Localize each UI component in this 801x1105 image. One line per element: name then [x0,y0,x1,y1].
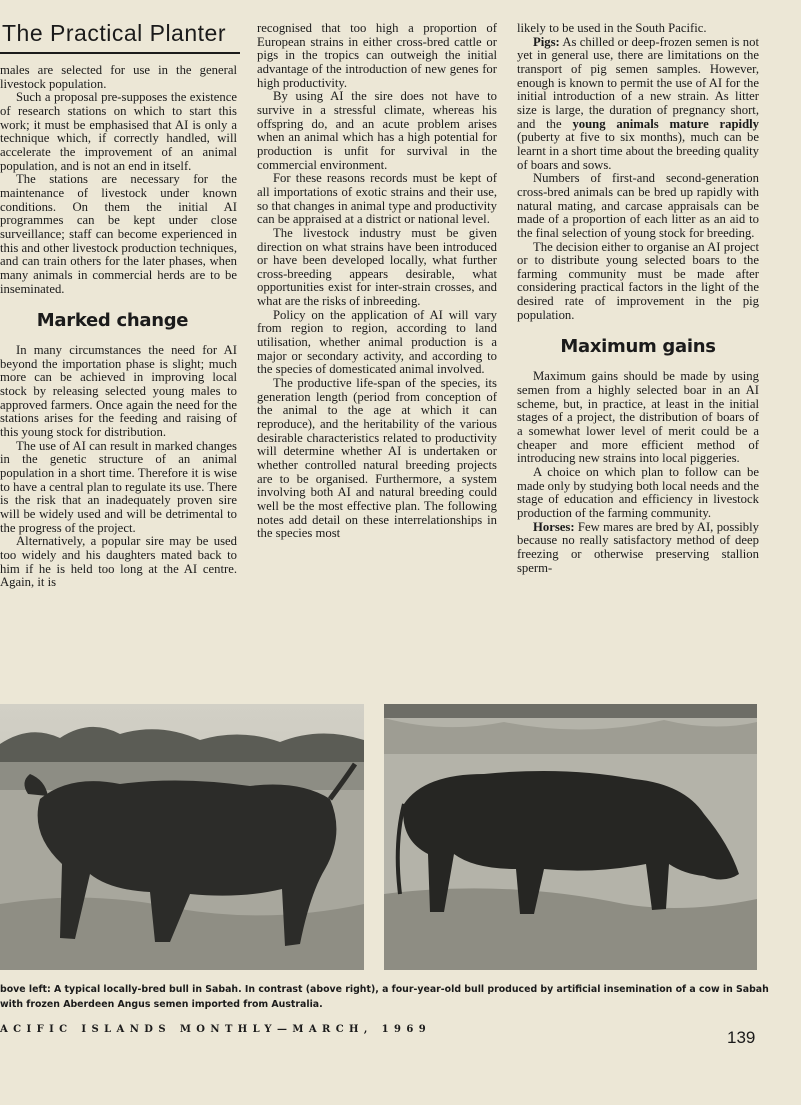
paragraph-text: (puberty at five to six months), much can be learnt in a short time about the breeding quality of boars and sows. [517,130,759,172]
section-title: The Practical Planter [2,20,226,46]
bull-photo-illustration [384,704,757,970]
paragraph: Policy on the application of AI will vary from region to region, according to land utilisation, whether animal production is a major or secondary activity, and according to the species of domesticated animal involved. [257,307,497,377]
paragraph: The productive life-span of the species, its generation length (period from conception of the animal to the age at which it can reproduce), and the heritability of the various desirable characteristics related to productivity will determine whether AI is undertaken or whether controlled natural breeding projects are to be organised. Furthermore, a system involving both AI and natural breeding could well be the most effective plan. The following notes add detail on these interrelationships in the species most [257,376,497,541]
paragraph: The use of AI can result in marked changes in the genetic structure of an animal population in a short time. Therefore it is wise to have a central plan to regulate its use. There is the risk that an inadequately proven sire will be widely used and will be detrimental to the progress of the project. [0,438,237,535]
paragraph: Alternatively, a popular sire may be used too widely and his daughters mated back to him if he is held too long at the AI centre. Again, it is [0,534,237,590]
text-column-2 [257,22,497,682]
paragraph-text: Few mares are bred by AI, possibly because no really satisfactory method of deep freezing or otherwise preserving stallion sperm- [517,519,759,575]
emphasis-text: young animals mature rapidly [572,116,759,131]
subheading-marked-change: Marked change [36,310,189,332]
text-column-1 [0,64,237,696]
bull-photo-illustration [0,704,364,970]
paragraph: Such a proposal pre-supposes the existence of research stations on which to start this work; it must be emphasised that AI is only a technique which, if correctly handled, will accelerate the improvement of an animal population, and is not an end in itself. [0,90,237,173]
subheading-maximum-gains: Maximum gains [560,336,716,358]
paragraph: Maximum gains should be made by using semen from a highly selected boar in an AI scheme, but, in practice, at least in the initial stages of a project, the distribution of boars of a somewhat lower level of merit could be a cheaper and more efficient method of introducing new strains into local piggeries. [517,369,759,466]
paragraph-text: As chilled or deep-frozen semen is not yet in general use, there are limitations on the transport of pig semen samples. However, enough is known to permit the use of AI for the initial introduction of a new strain. As litter size is large, the duration of pregnancy short, and the [517,34,759,131]
photo-caption: bove left: A typical locally-bred bull in Sabah. In contrast (above right), a four-year-old bull produced by artificial insemination of a cow in Sabah with frozen Aberdeen Angus semen imported from Australia. [0,984,769,1010]
page-number: 139 [727,1028,756,1047]
paragraph: The stations are necessary for the maintenance of livestock under known conditions. On them the initial AI programmes can be kept under close surveillance; staff can become experienced in this and other livestock production techniques, and can train others for the later phases, when many animals in commercial herds are to be inseminated. [0,172,237,296]
section-title-rule [0,52,240,54]
paragraph-horses [517,521,759,576]
photo-ai-bred-bull [384,704,757,970]
paragraph: For these reasons records must be kept of all importations of exotic strains and their use, so that changes in animal type and productivity can be appraised at a district or national level. [257,171,497,227]
paragraph: By using AI the sire does not have to survive in a stressful climate, whereas his offspring do, and an acute problem arises when an animal which has a high potential for production is unfit for survival in the commercial environment. [257,89,497,172]
run-in-heading-horses: Horses: [533,519,575,534]
running-footer: ACIFIC ISLANDS MONTHLY—MARCH, 1969 [0,1024,432,1035]
paragraph: recognised that too high a proportion of European strains in either cross-bred cattle or pigs in the tropics can outweigh the initial advantage of the introduction of new genes for high productivity. [257,22,497,90]
paragraph: likely to be used in the South Pacific. [517,22,707,35]
paragraph: Numbers of first-and second-generation cross-bred animals can be bred up rapidly with natural mating, and carcase appraisals can be made of a proportion of each litter as an aid to the final selection of young stock for breeding. [517,171,759,240]
paragraph: The decision either to organise an AI project or to distribute young selected boars to the farming community must be made after considering practical factors in the light of the desired rate of improvement in the pig population. [517,239,759,322]
paragraph: In many circumstances the need for AI beyond the importation phase is slight; much more can be achieved in improving local stock by releasing selected young males to approved farmers. Once again the need for the stations arises for the feeding and raising of this young stock for distribution. [0,343,237,440]
paragraph: males are selected for use in the general livestock population. [0,64,237,91]
run-in-heading-pigs: Pigs: [533,34,560,49]
paragraph: The livestock industry must be given direction on what strains have been introduced or have been developed locally, what further cross-breeding appears desirable, what opportunities exist for inter-strain crosses, and what are the risks of inbreeding. [257,225,497,309]
photo-local-bull [0,704,364,970]
paragraph: A choice on which plan to follow can be made only by studying both local needs and the stage of education and efficiency in livestock production of the farming community. [517,465,759,520]
paragraph-pigs [517,36,759,173]
text-column-3 [517,22,759,682]
